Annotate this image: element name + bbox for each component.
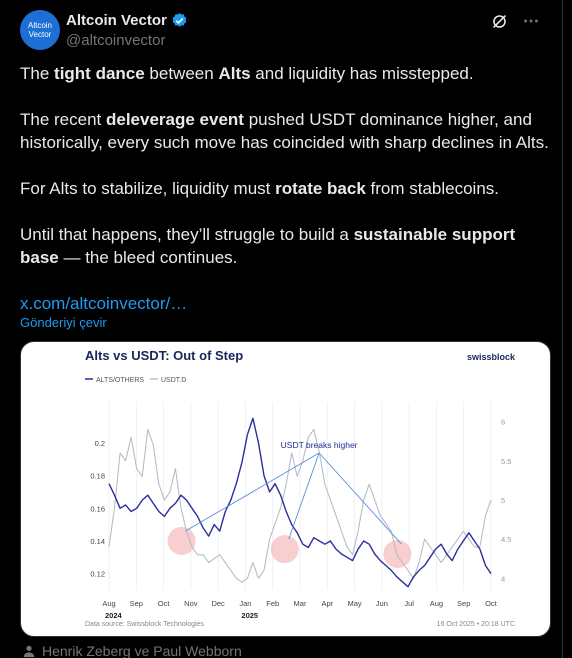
x-tick-label: May <box>347 599 362 608</box>
x-tick-label: Feb <box>266 599 280 608</box>
grok-icon-shape <box>491 13 508 30</box>
chart-title: Alts vs USDT: Out of Step <box>85 348 244 363</box>
tweet-paragraph-3 <box>20 177 550 200</box>
y-left-tick-label: 0.16 <box>90 504 105 514</box>
tweet-paragraph-4 <box>20 223 550 269</box>
text-span: from stablecoins. <box>365 179 500 198</box>
annotation-arrow <box>186 453 320 531</box>
more-options-icon[interactable] <box>522 12 540 30</box>
annotation-arrow <box>319 453 401 544</box>
y-left-tick-label: 0.14 <box>90 536 105 546</box>
text-span: pushed USDT dominance higher, and historically, every such move has coincided with sharp declines in Alts. <box>20 110 549 152</box>
grok-icon[interactable] <box>490 12 508 30</box>
text-span: For Alts to stabilize, liquidity must <box>20 179 276 198</box>
x-tick-label: Nov <box>184 599 198 608</box>
x-tick-label: Sep <box>129 599 143 608</box>
legend-label-usdt: USDT.D <box>161 377 187 384</box>
text-span: between <box>144 64 219 83</box>
year-label: 2024 <box>105 611 122 620</box>
tweet-header-actions <box>490 12 540 30</box>
chart-image-card[interactable] <box>20 341 551 637</box>
x-tick-label: Sep <box>457 599 471 608</box>
y-right-tick-label: 4 <box>501 574 506 584</box>
person-icon <box>22 644 36 658</box>
author-name-row <box>66 12 188 29</box>
tagged-people-text: Henrik Zeberg ve Paul Webborn <box>42 643 242 658</box>
tweet-link[interactable]: x.com/altcoinvector/… <box>20 294 188 313</box>
verified-badge-icon <box>171 12 188 29</box>
highlight-circle <box>271 535 299 563</box>
display-name[interactable]: Altcoin Vector <box>66 12 167 29</box>
x-tick-label: Oct <box>485 599 497 608</box>
x-tick-label: Jan <box>239 599 252 608</box>
tweet-paragraph-1 <box>20 62 550 85</box>
highlight-circle <box>383 540 411 568</box>
y-right-tick-label: 5.5 <box>501 456 512 466</box>
bold-span: tight dance <box>54 64 145 83</box>
y-left-tick-label: 0.18 <box>90 471 105 481</box>
avatar-text-line2: Vector <box>28 30 52 39</box>
chart-source-note: Data source: Swissblock Technologies <box>85 621 204 628</box>
highlight-circle <box>168 527 196 555</box>
y-right-tick-label: 4.5 <box>501 535 512 545</box>
x-tick-label: Oct <box>157 599 170 608</box>
translate-post-link[interactable]: Gönderiyi çevir <box>20 315 107 330</box>
tweet-body <box>20 62 550 338</box>
avatar[interactable] <box>20 10 60 50</box>
bold-span: deleverage event <box>106 110 244 129</box>
x-tick-label: Dec <box>211 599 225 608</box>
tagged-people-row[interactable] <box>22 643 242 658</box>
bold-span: sustainable support base <box>20 225 516 267</box>
chart-date-stamp: 16 Oct 2025 • 20:18 UTC <box>436 621 515 628</box>
more-options-dots <box>522 12 540 30</box>
text-span: and liquidity has misstepped. <box>250 64 474 83</box>
y-right-tick-label: 5 <box>501 495 506 505</box>
annotation-arrow <box>289 453 319 539</box>
legend-label-alts: ALTS/OTHERS <box>96 377 145 384</box>
bold-span: rotate back <box>275 179 366 198</box>
annotation-label: USDT breaks higher <box>280 440 358 450</box>
x-tick-label: Aug <box>429 599 444 608</box>
text-span: The recent <box>20 110 106 129</box>
x-tick-label: Jun <box>375 599 388 608</box>
year-label: 2025 <box>241 611 259 620</box>
y-left-tick-label: 0.12 <box>90 569 105 579</box>
x-tick-label: Aug <box>102 599 116 608</box>
tweet-paragraph-2 <box>20 108 550 154</box>
text-span: Until that happens, they’ll struggle to build a <box>20 225 354 244</box>
x-tick-label: Mar <box>293 599 307 608</box>
tweet-paragraph-5 <box>20 292 550 315</box>
x-tick-label: Jul <box>404 599 414 608</box>
text-span: — the bleed continues. <box>58 248 238 267</box>
y-left-tick-label: 0.2 <box>94 438 105 448</box>
avatar-text-line1: Altcoin <box>27 21 52 30</box>
author-handle[interactable]: @altcoinvector <box>66 32 166 49</box>
bold-span: Alts <box>218 64 251 83</box>
text-span: The <box>20 64 55 83</box>
y-right-tick-label: 6 <box>501 417 506 427</box>
x-tick-label: Apr <box>321 599 334 608</box>
chart-brand-logo: swissblock <box>466 352 515 362</box>
chart-svg <box>21 342 551 637</box>
